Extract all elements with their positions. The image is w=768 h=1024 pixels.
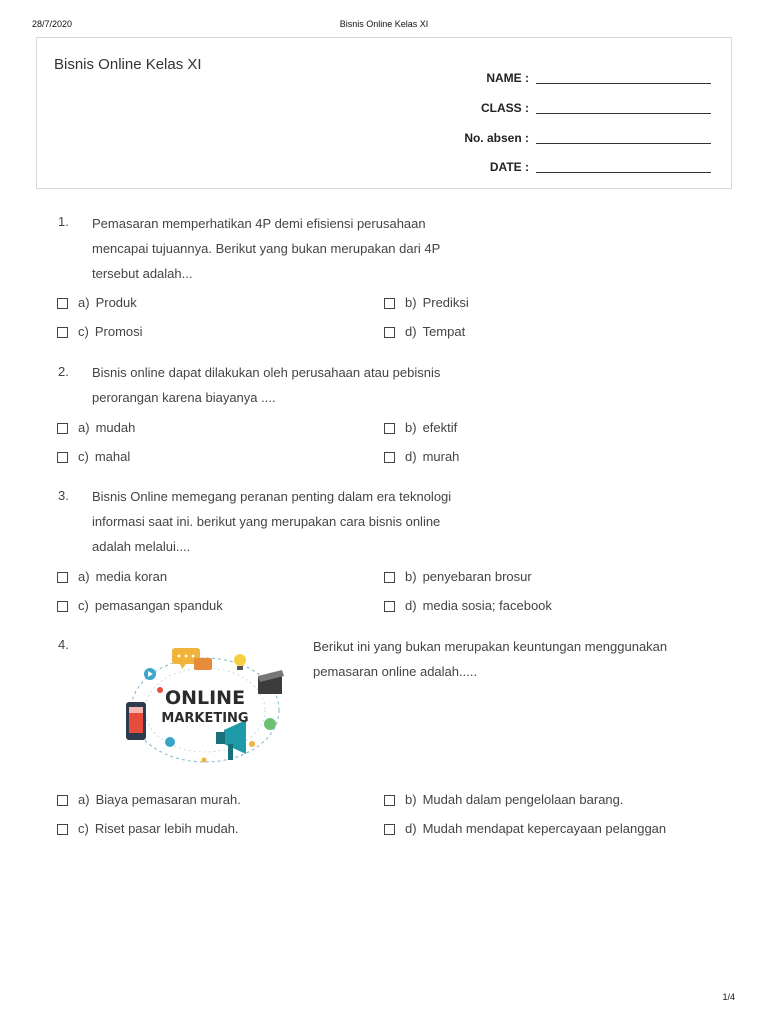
option-text: murah: [422, 448, 460, 464]
question-line: informasi saat ini. berikut yang merupakan cara bisnis online: [92, 514, 441, 529]
option-b[interactable]: [384, 419, 457, 435]
question-line: perorangan karena biayanya ....: [92, 390, 276, 405]
question-text: [92, 484, 492, 559]
checkbox[interactable]: [57, 452, 68, 463]
option-c[interactable]: [57, 323, 143, 339]
class-blank-line[interactable]: [536, 113, 711, 114]
option-letter: c): [78, 820, 89, 836]
checkbox[interactable]: [384, 452, 395, 463]
option-text: pemasangan spanduk: [94, 597, 223, 613]
option-letter: a): [78, 419, 90, 435]
illustration-online-text: ONLINE: [164, 687, 246, 709]
option-text: efektif: [422, 419, 458, 435]
option-c[interactable]: [57, 448, 130, 464]
question-number: 1.: [58, 214, 69, 229]
option-text: Prediksi: [422, 294, 469, 310]
checkbox[interactable]: [57, 572, 68, 583]
option-letter: d): [405, 820, 417, 836]
option-b[interactable]: [384, 294, 469, 310]
option-text: Riset pasar lebih mudah.: [94, 820, 239, 836]
online-marketing-illustration: [112, 642, 298, 774]
option-text: Mudah dalam pengelolaan barang.: [422, 791, 624, 807]
question-number: 3.: [58, 488, 69, 503]
option-letter: d): [405, 448, 417, 464]
question-line: Bisnis Online memegang peranan penting dalam era teknologi: [92, 489, 452, 504]
print-title: Bisnis Online Kelas XI: [339, 19, 429, 29]
field-label: CLASS :: [481, 101, 529, 115]
option-letter: c): [78, 323, 89, 339]
option-c[interactable]: [57, 820, 239, 836]
checkbox[interactable]: [384, 572, 395, 583]
question-text: [313, 634, 713, 684]
option-a[interactable]: [57, 568, 167, 584]
question-line: adalah melalui....: [92, 539, 191, 554]
option-text: mahal: [94, 448, 131, 464]
option-d[interactable]: [384, 323, 465, 339]
option-letter: c): [78, 597, 89, 613]
date-field: [37, 158, 733, 178]
option-text: mudah: [95, 419, 136, 435]
question-line: tersebut adalah...: [92, 266, 193, 281]
option-text: Tempat: [422, 323, 466, 339]
option-letter: b): [405, 568, 417, 584]
worksheet-header: [36, 37, 732, 189]
option-letter: c): [78, 448, 89, 464]
option-text: Biaya pemasaran murah.: [95, 791, 241, 807]
checkbox[interactable]: [384, 795, 395, 806]
checkbox[interactable]: [57, 601, 68, 612]
question-number: 4.: [58, 637, 69, 652]
absen-field: [37, 129, 733, 149]
question-line: Berikut ini yang bukan merupakan keuntungan menggunakan: [313, 639, 668, 654]
field-label: No. absen :: [464, 131, 529, 145]
option-letter: b): [405, 294, 417, 310]
checkbox[interactable]: [384, 327, 395, 338]
option-text: Mudah mendapat kepercayaan pelanggan: [422, 820, 667, 836]
question-line: Pemasaran memperhatikan 4P demi efisiensi perusahaan: [92, 216, 426, 231]
option-a[interactable]: [57, 294, 137, 310]
field-label: NAME :: [486, 71, 529, 85]
question-text: [92, 360, 492, 410]
name-blank-line[interactable]: [536, 83, 711, 84]
field-label: DATE :: [489, 160, 529, 174]
checkbox[interactable]: [384, 824, 395, 835]
option-letter: b): [405, 791, 417, 807]
illustration-marketing-text: MARKETING: [161, 711, 249, 726]
option-text: media koran: [95, 568, 168, 584]
absen-blank-line[interactable]: [536, 143, 711, 144]
checkbox[interactable]: [384, 601, 395, 612]
checkbox[interactable]: [57, 795, 68, 806]
checkbox[interactable]: [57, 824, 68, 835]
option-a[interactable]: [57, 419, 135, 435]
print-header: [0, 19, 768, 33]
question-line: mencapai tujuannya. Berikut yang bukan merupakan dari 4P: [92, 241, 441, 256]
question-number: 2.: [58, 364, 69, 379]
date-blank-line[interactable]: [536, 172, 711, 173]
question-line: pemasaran online adalah.....: [313, 664, 478, 679]
checkbox[interactable]: [384, 298, 395, 309]
worksheet-title: Bisnis Online Kelas XI: [54, 56, 202, 73]
option-letter: a): [78, 568, 90, 584]
option-c[interactable]: [57, 597, 223, 613]
question-text: [92, 211, 492, 286]
checkbox[interactable]: [57, 327, 68, 338]
option-a[interactable]: [57, 791, 241, 807]
option-letter: a): [78, 294, 90, 310]
option-text: Promosi: [94, 323, 143, 339]
option-text: Produk: [95, 294, 137, 310]
option-b[interactable]: [384, 568, 532, 584]
class-field: [37, 99, 733, 119]
name-field: [37, 69, 733, 89]
option-letter: d): [405, 597, 417, 613]
question-line: Bisnis online dapat dilakukan oleh perusahaan atau pebisnis: [92, 365, 441, 380]
option-letter: b): [405, 419, 417, 435]
option-b[interactable]: [384, 791, 624, 807]
option-letter: a): [78, 791, 90, 807]
checkbox[interactable]: [384, 423, 395, 434]
checkbox[interactable]: [57, 423, 68, 434]
option-text: penyebaran brosur: [422, 568, 532, 584]
option-d[interactable]: [384, 448, 459, 464]
option-d[interactable]: [384, 820, 666, 836]
option-text: media sosia; facebook: [422, 597, 552, 613]
option-d[interactable]: [384, 597, 552, 613]
option-letter: d): [405, 323, 417, 339]
checkbox[interactable]: [57, 298, 68, 309]
print-date: 28/7/2020: [32, 19, 73, 29]
page-number: 1/4: [722, 992, 735, 1002]
